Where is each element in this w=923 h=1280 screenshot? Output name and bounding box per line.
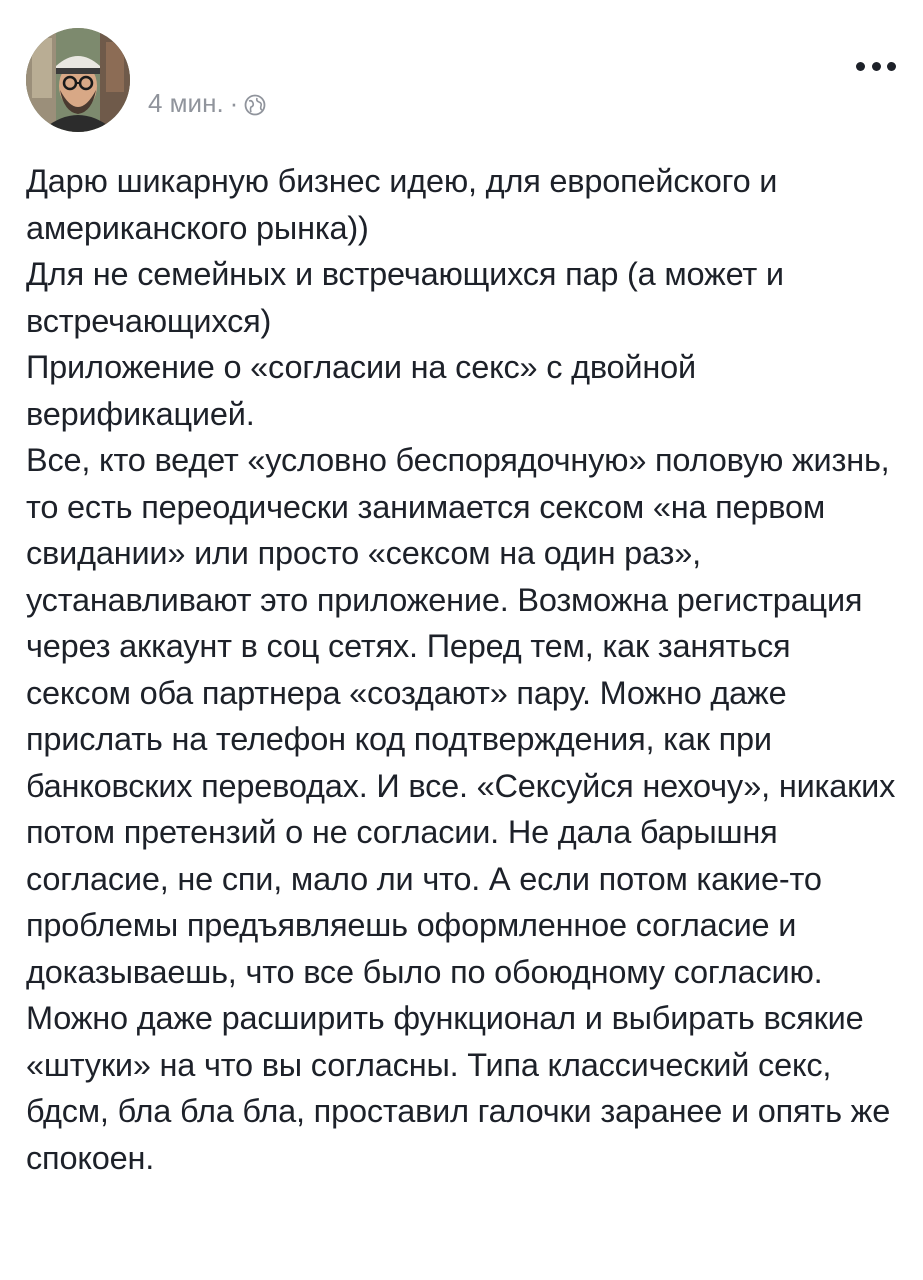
more-dot xyxy=(887,62,896,71)
more-dot xyxy=(872,62,881,71)
avatar[interactable] xyxy=(26,28,130,132)
post-paragraph: Дарю шикарную бизнес идею, для европейского и американского рынка)) xyxy=(26,163,778,246)
post-header xyxy=(26,28,896,132)
more-dot xyxy=(856,62,865,71)
post-body xyxy=(26,158,902,1181)
post-paragraph: Для не семейных и встречающихся пар (а может и встречающихся) xyxy=(26,256,784,339)
post-timestamp[interactable]: 4 мин. xyxy=(148,87,224,118)
post-paragraph: Можно даже расширить функционал и выбирать всякие «штуки» на что вы согласны. Типа классический секс, бдсм, бла бла бла, проставил галочки заранее и опять же спокоен. xyxy=(26,1000,891,1176)
post-paragraph: Приложение о «согласии на секс» с двойной верификацией. xyxy=(26,349,696,432)
globe-icon xyxy=(244,92,266,114)
avatar-image xyxy=(26,28,130,132)
more-options-icon[interactable] xyxy=(856,56,896,76)
post-paragraph: Все, кто ведет «условно беспорядочную» половую жизнь, то есть переодически занимается сексом «на первом свидании» или просто «сексом на один раз», устанавливают это приложение. Возможна регистрация через аккаунт в соц сетях. Перед тем, как заняться сексом оба партнера «создают» пару. Можно даже прислать на телефон код подтверждения, как при банковских переводах. И все. «Сексуйся нехочу», никаких потом претензий о не согласии. Не дала барышня согласие, не спи, мало ли что. А если потом какие-то проблемы предъявляешь оформленное согласие и доказываешь, что все было по обоюдному согласию. xyxy=(26,442,896,990)
post-meta xyxy=(148,86,266,120)
meta-separator: · xyxy=(229,87,239,118)
